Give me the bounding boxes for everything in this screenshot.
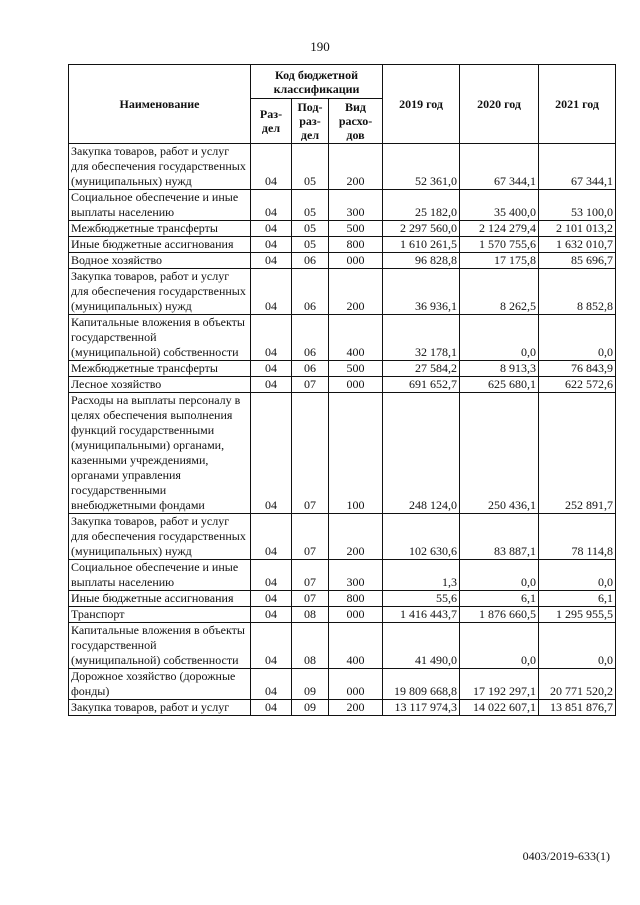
row-value-2019: 52 361,0 — [383, 144, 460, 190]
row-name: Межбюджетные трансферты — [69, 221, 251, 237]
row-podrazdel: 08 — [292, 607, 329, 623]
row-name: Иные бюджетные ассигнования — [69, 591, 251, 607]
row-value-2019: 2 297 560,0 — [383, 221, 460, 237]
page-number: 190 — [310, 39, 330, 54]
row-value-2020: 2 124 279,4 — [460, 221, 539, 237]
row-razdel: 04 — [251, 315, 292, 361]
row-name: Лесное хозяйство — [69, 377, 251, 393]
row-vid-raskhodov: 500 — [329, 221, 383, 237]
row-name: Дорожное хозяйство (дорожные фонды) — [69, 669, 251, 700]
row-podrazdel: 07 — [292, 514, 329, 560]
row-vid-raskhodov: 000 — [329, 607, 383, 623]
row-value-2021: 1 632 010,7 — [539, 237, 616, 253]
table-row — [69, 591, 616, 607]
row-value-2021: 6,1 — [539, 591, 616, 607]
row-name: Закупка товаров, работ и услуг для обеспечения государственных (муниципальных) нужд — [69, 514, 251, 560]
table-header — [69, 65, 616, 144]
row-value-2020: 0,0 — [460, 560, 539, 591]
header-2020: 2020 год — [460, 65, 539, 144]
row-vid-raskhodov: 000 — [329, 253, 383, 269]
table-row — [69, 514, 616, 560]
row-podrazdel: 06 — [292, 315, 329, 361]
row-vid-raskhodov: 400 — [329, 315, 383, 361]
row-value-2020: 250 436,1 — [460, 393, 539, 514]
row-name: Капитальные вложения в объекты государственной (муниципальной) собственности — [69, 623, 251, 669]
row-value-2019: 1 610 261,5 — [383, 237, 460, 253]
row-razdel: 04 — [251, 361, 292, 377]
row-name: Закупка товаров, работ и услуг для обеспечения государственных (муниципальных) нужд — [69, 269, 251, 315]
row-razdel: 04 — [251, 700, 292, 716]
row-name: Закупка товаров, работ и услуг для обеспечения государственных (муниципальных) нужд — [69, 144, 251, 190]
row-value-2020: 1 570 755,6 — [460, 237, 539, 253]
header-code-group: Код бюджетной классификации — [251, 65, 383, 99]
table-row — [69, 237, 616, 253]
row-value-2021: 13 851 876,7 — [539, 700, 616, 716]
row-razdel: 04 — [251, 514, 292, 560]
row-value-2020: 1 876 660,5 — [460, 607, 539, 623]
row-value-2019: 32 178,1 — [383, 315, 460, 361]
row-value-2019: 691 652,7 — [383, 377, 460, 393]
row-value-2020: 17 192 297,1 — [460, 669, 539, 700]
row-vid-raskhodov: 400 — [329, 623, 383, 669]
budget-table — [68, 64, 616, 716]
row-podrazdel: 08 — [292, 623, 329, 669]
row-podrazdel: 05 — [292, 144, 329, 190]
row-value-2021: 8 852,8 — [539, 269, 616, 315]
row-value-2019: 41 490,0 — [383, 623, 460, 669]
row-podrazdel: 09 — [292, 669, 329, 700]
header-2021: 2021 год — [539, 65, 616, 144]
row-name: Социальное обеспечение и иные выплаты населению — [69, 560, 251, 591]
row-vid-raskhodov: 800 — [329, 591, 383, 607]
row-name: Капитальные вложения в объекты государственной (муниципальной) собственности — [69, 315, 251, 361]
row-podrazdel: 09 — [292, 700, 329, 716]
table-row — [69, 669, 616, 700]
row-podrazdel: 07 — [292, 393, 329, 514]
row-razdel: 04 — [251, 607, 292, 623]
row-value-2021: 2 101 013,2 — [539, 221, 616, 237]
row-podrazdel: 07 — [292, 560, 329, 591]
row-name: Водное хозяйство — [69, 253, 251, 269]
row-value-2019: 19 809 668,8 — [383, 669, 460, 700]
header-podrazdel: Под-раз-дел — [292, 99, 329, 144]
row-value-2021: 53 100,0 — [539, 190, 616, 221]
table-row — [69, 190, 616, 221]
header-2019: 2019 год — [383, 65, 460, 144]
row-value-2019: 13 117 974,3 — [383, 700, 460, 716]
document-code: 0403/2019-633(1) — [522, 849, 610, 863]
row-vid-raskhodov: 500 — [329, 361, 383, 377]
header-vid-raskhodov: Вид расхо-дов — [329, 99, 383, 144]
row-value-2020: 67 344,1 — [460, 144, 539, 190]
row-name: Транспорт — [69, 607, 251, 623]
row-razdel: 04 — [251, 237, 292, 253]
table-row — [69, 144, 616, 190]
row-value-2021: 0,0 — [539, 315, 616, 361]
row-vid-raskhodov: 000 — [329, 377, 383, 393]
row-value-2021: 622 572,6 — [539, 377, 616, 393]
row-value-2020: 83 887,1 — [460, 514, 539, 560]
row-name: Межбюджетные трансферты — [69, 361, 251, 377]
row-value-2019: 1,3 — [383, 560, 460, 591]
row-value-2020: 14 022 607,1 — [460, 700, 539, 716]
row-vid-raskhodov: 200 — [329, 700, 383, 716]
row-value-2019: 25 182,0 — [383, 190, 460, 221]
row-podrazdel: 06 — [292, 361, 329, 377]
table-row — [69, 700, 616, 716]
row-razdel: 04 — [251, 669, 292, 700]
row-podrazdel: 05 — [292, 190, 329, 221]
row-vid-raskhodov: 800 — [329, 237, 383, 253]
row-vid-raskhodov: 200 — [329, 514, 383, 560]
row-razdel: 04 — [251, 269, 292, 315]
row-value-2020: 0,0 — [460, 623, 539, 669]
row-value-2020: 8 913,3 — [460, 361, 539, 377]
row-razdel: 04 — [251, 623, 292, 669]
row-razdel: 04 — [251, 591, 292, 607]
row-podrazdel: 06 — [292, 253, 329, 269]
row-vid-raskhodov: 000 — [329, 669, 383, 700]
row-vid-raskhodov: 300 — [329, 190, 383, 221]
row-name: Закупка товаров, работ и услуг — [69, 700, 251, 716]
table-row — [69, 221, 616, 237]
row-podrazdel: 07 — [292, 591, 329, 607]
row-razdel: 04 — [251, 221, 292, 237]
row-value-2021: 78 114,8 — [539, 514, 616, 560]
row-value-2021: 76 843,9 — [539, 361, 616, 377]
row-value-2019: 1 416 443,7 — [383, 607, 460, 623]
row-name: Иные бюджетные ассигнования — [69, 237, 251, 253]
table-row — [69, 377, 616, 393]
row-podrazdel: 06 — [292, 269, 329, 315]
row-value-2021: 1 295 955,5 — [539, 607, 616, 623]
row-value-2020: 17 175,8 — [460, 253, 539, 269]
table-row — [69, 361, 616, 377]
row-vid-raskhodov: 100 — [329, 393, 383, 514]
row-podrazdel: 05 — [292, 221, 329, 237]
row-value-2019: 36 936,1 — [383, 269, 460, 315]
table-row — [69, 560, 616, 591]
row-value-2019: 55,6 — [383, 591, 460, 607]
table-row — [69, 393, 616, 514]
row-value-2020: 35 400,0 — [460, 190, 539, 221]
header-razdel: Раз-дел — [251, 99, 292, 144]
row-value-2021: 0,0 — [539, 560, 616, 591]
row-podrazdel: 07 — [292, 377, 329, 393]
row-razdel: 04 — [251, 190, 292, 221]
row-value-2019: 248 124,0 — [383, 393, 460, 514]
row-value-2019: 96 828,8 — [383, 253, 460, 269]
row-value-2021: 0,0 — [539, 623, 616, 669]
row-value-2019: 102 630,6 — [383, 514, 460, 560]
row-name: Социальное обеспечение и иные выплаты населению — [69, 190, 251, 221]
row-vid-raskhodov: 300 — [329, 560, 383, 591]
row-value-2020: 6,1 — [460, 591, 539, 607]
row-value-2020: 625 680,1 — [460, 377, 539, 393]
row-vid-raskhodov: 200 — [329, 144, 383, 190]
row-value-2019: 27 584,2 — [383, 361, 460, 377]
row-name: Расходы на выплаты персоналу в целях обеспечения выполнения функций государственными (муниципальными) органами, казенными учреждениями, органами управления государственными внебюджетными фондами — [69, 393, 251, 514]
row-razdel: 04 — [251, 393, 292, 514]
row-value-2021: 85 696,7 — [539, 253, 616, 269]
table-row — [69, 607, 616, 623]
row-razdel: 04 — [251, 560, 292, 591]
table-row — [69, 253, 616, 269]
row-razdel: 04 — [251, 253, 292, 269]
table-row — [69, 623, 616, 669]
row-value-2020: 0,0 — [460, 315, 539, 361]
row-vid-raskhodov: 200 — [329, 269, 383, 315]
table-row — [69, 269, 616, 315]
row-value-2021: 20 771 520,2 — [539, 669, 616, 700]
table-body — [69, 144, 616, 716]
row-value-2021: 252 891,7 — [539, 393, 616, 514]
row-value-2021: 67 344,1 — [539, 144, 616, 190]
row-razdel: 04 — [251, 377, 292, 393]
row-razdel: 04 — [251, 144, 292, 190]
header-name: Наименование — [69, 65, 251, 144]
table-row — [69, 315, 616, 361]
row-value-2020: 8 262,5 — [460, 269, 539, 315]
row-podrazdel: 05 — [292, 237, 329, 253]
